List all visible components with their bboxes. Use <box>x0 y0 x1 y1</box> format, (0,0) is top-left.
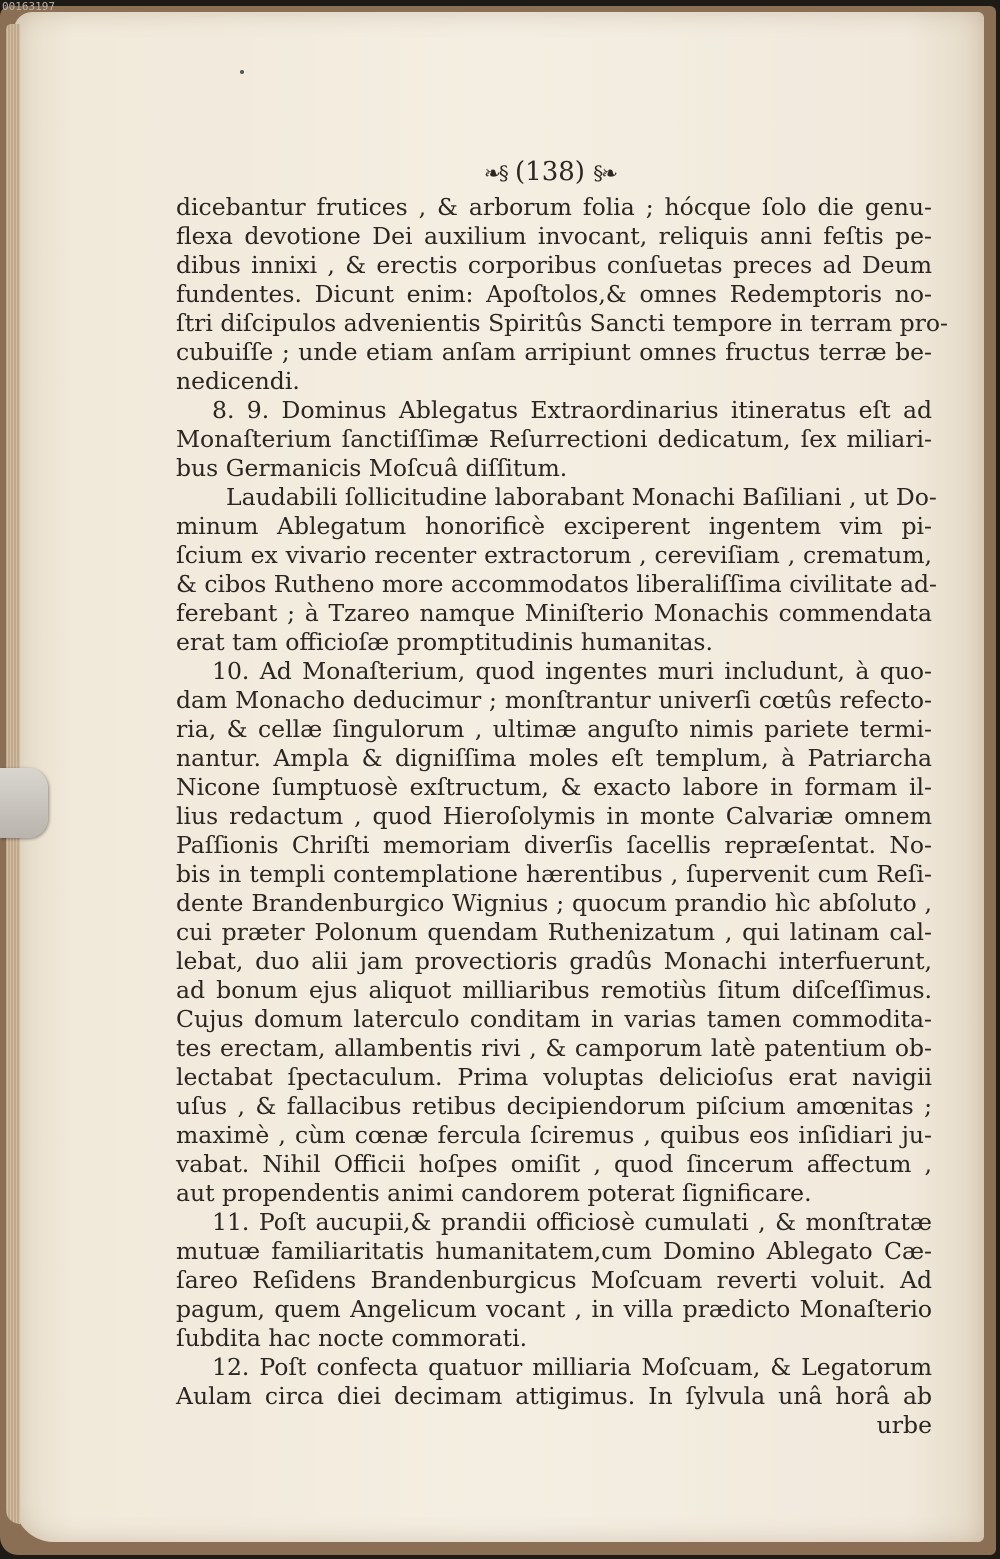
ornament-left-icon: ❧§ <box>484 161 507 185</box>
text-line: cubuiſſe ; unde etiam anſam arripiunt omnes fructus terræ be- <box>176 338 932 366</box>
section-heading-line: 10. Ad Monaſterium, quod ingentes muri includunt, à quo- <box>212 657 932 685</box>
ornament-right-icon: §❧ <box>593 161 616 185</box>
text-line: dente Brandenburgico Wignius ; quocum prandio hìc abſoluto , <box>176 889 932 917</box>
text-line: aut propendentis animi candorem poterat ſignificare. <box>176 1179 812 1207</box>
text-line: Nicone ſumptuosè exſtructum, & exacto labore in formam il- <box>176 773 932 801</box>
text-line: Aulam circa diei decimam attigimus. In ſylvula unâ horâ ab <box>176 1382 932 1410</box>
section-heading-line: 8. 9. Dominus Ablegatus Extraordinarius itineratus eſt ad <box>212 396 932 424</box>
section-heading-line: 12. Poſt confecta quatuor milliaria Moſcuam, & Legatorum <box>212 1353 932 1381</box>
text-line: Cujus domum laterculo conditam in varias tamen commodita- <box>176 1005 932 1033</box>
section-heading-line: 11. Poſt aucupii,& prandii officiosè cumulati , & monſtratæ <box>212 1208 932 1236</box>
text-line: tes erectam, allambentis rivi , & camporum latè patentium ob- <box>176 1034 932 1062</box>
text-line: bus Germanicis Moſcuâ diſſitum. <box>176 454 568 482</box>
paragraph-start-line: Laudabili ſollicitudine laborabant Monachi Baſiliani , ut Do- <box>226 483 937 511</box>
text-line: maximè , cùm cœnæ fercula ſciremus , quibus eos inſidiari ju- <box>176 1121 932 1149</box>
text-line: minum Ablegatum honorificè exciperent ingentem vim pi- <box>176 512 932 540</box>
text-line: Monaſterium ſanctiſſimæ Reſurrectioni dedicatum, ſex miliari- <box>176 425 932 453</box>
text-line: vabat. Nihil Officii hoſpes omiſit , quod ſincerum affectum , <box>176 1150 932 1178</box>
text-line: bis in templi contemplatione hærentibus , ſupervenit cum Reſi- <box>176 860 932 888</box>
page-header <box>430 154 670 190</box>
page-number: (138) <box>515 157 585 187</box>
text-line: ad bonum ejus aliquot milliaribus remotiùs ſitum diſceſſimus. <box>176 976 932 1004</box>
text-line: lebat, duo alii jam provectioris gradûs Monachi interfuerunt, <box>176 947 932 975</box>
text-line: lectabat ſpectaculum. Prima voluptas delicioſus erat navigii <box>176 1063 932 1091</box>
text-line: uſus , & fallacibus retibus decipiendorum piſcium amœnitas ; <box>176 1092 932 1120</box>
text-line: nedicendi. <box>176 367 300 395</box>
text-line: ſtri diſcipulos advenientis Spiritûs Sancti tempore in terram pro- <box>176 309 948 337</box>
text-line: lius redactum , quod Hieroſolymis in monte Calvariæ omnem <box>176 802 932 830</box>
text-line: ſcium ex vivario recenter extractorum , cereviſiam , crematum, <box>176 541 932 569</box>
text-line: Paſſionis Chriſti memoriam diverſis ſacellis repræſentat. No- <box>176 831 932 859</box>
text-line: mutuæ familiaritatis humanitatem,cum Domino Ablegato Cæ- <box>176 1237 932 1265</box>
text-line: erat tam officioſæ promptitudinis humanitas. <box>176 628 713 656</box>
text-line: & cibos Rutheno more accommodatos liberaliſſima civilitate ad- <box>176 570 937 598</box>
text-line: dam Monacho deducimur ; monſtrantur univerſi cœtûs refecto- <box>176 686 932 714</box>
text-line: nantur. Ampla & digniſſima moles eſt templum, à Patriarcha <box>176 744 932 772</box>
text-line: cui præter Polonum quendam Ruthenizatum , qui latinam cal- <box>176 918 932 946</box>
text-line: dibus innixi , & erectis corporibus conſuetas preces ad Deum <box>176 251 932 279</box>
text-line: ferebant ; à Tzareo namque Miniſterio Monachis commendata <box>176 599 932 627</box>
text-line: dicebantur frutices , & arborum folia ; hócque ſolo die genu- <box>176 193 932 221</box>
text-line: ſareo Reſidens Brandenburgicus Moſcuam reverti voluit. Ad <box>176 1266 932 1294</box>
catchword: urbe <box>876 1411 932 1439</box>
text-line: fundentes. Dicunt enim: Apoſtolos,& omnes Redemptoris no- <box>176 280 932 308</box>
text-line: ſubdita hac nocte commorati. <box>176 1324 528 1352</box>
scan-id-label: 00163197 <box>2 0 55 13</box>
text-line: ria, & cellæ ſingulorum , ultimæ anguſto nimis pariete termi- <box>176 715 932 743</box>
text-line: pagum, quem Angelicum vocant , in villa prædicto Monaſterio <box>176 1295 932 1323</box>
text-line: flexa devotione Dei auxilium invocant, reliquis anni feſtis pe- <box>176 222 932 250</box>
